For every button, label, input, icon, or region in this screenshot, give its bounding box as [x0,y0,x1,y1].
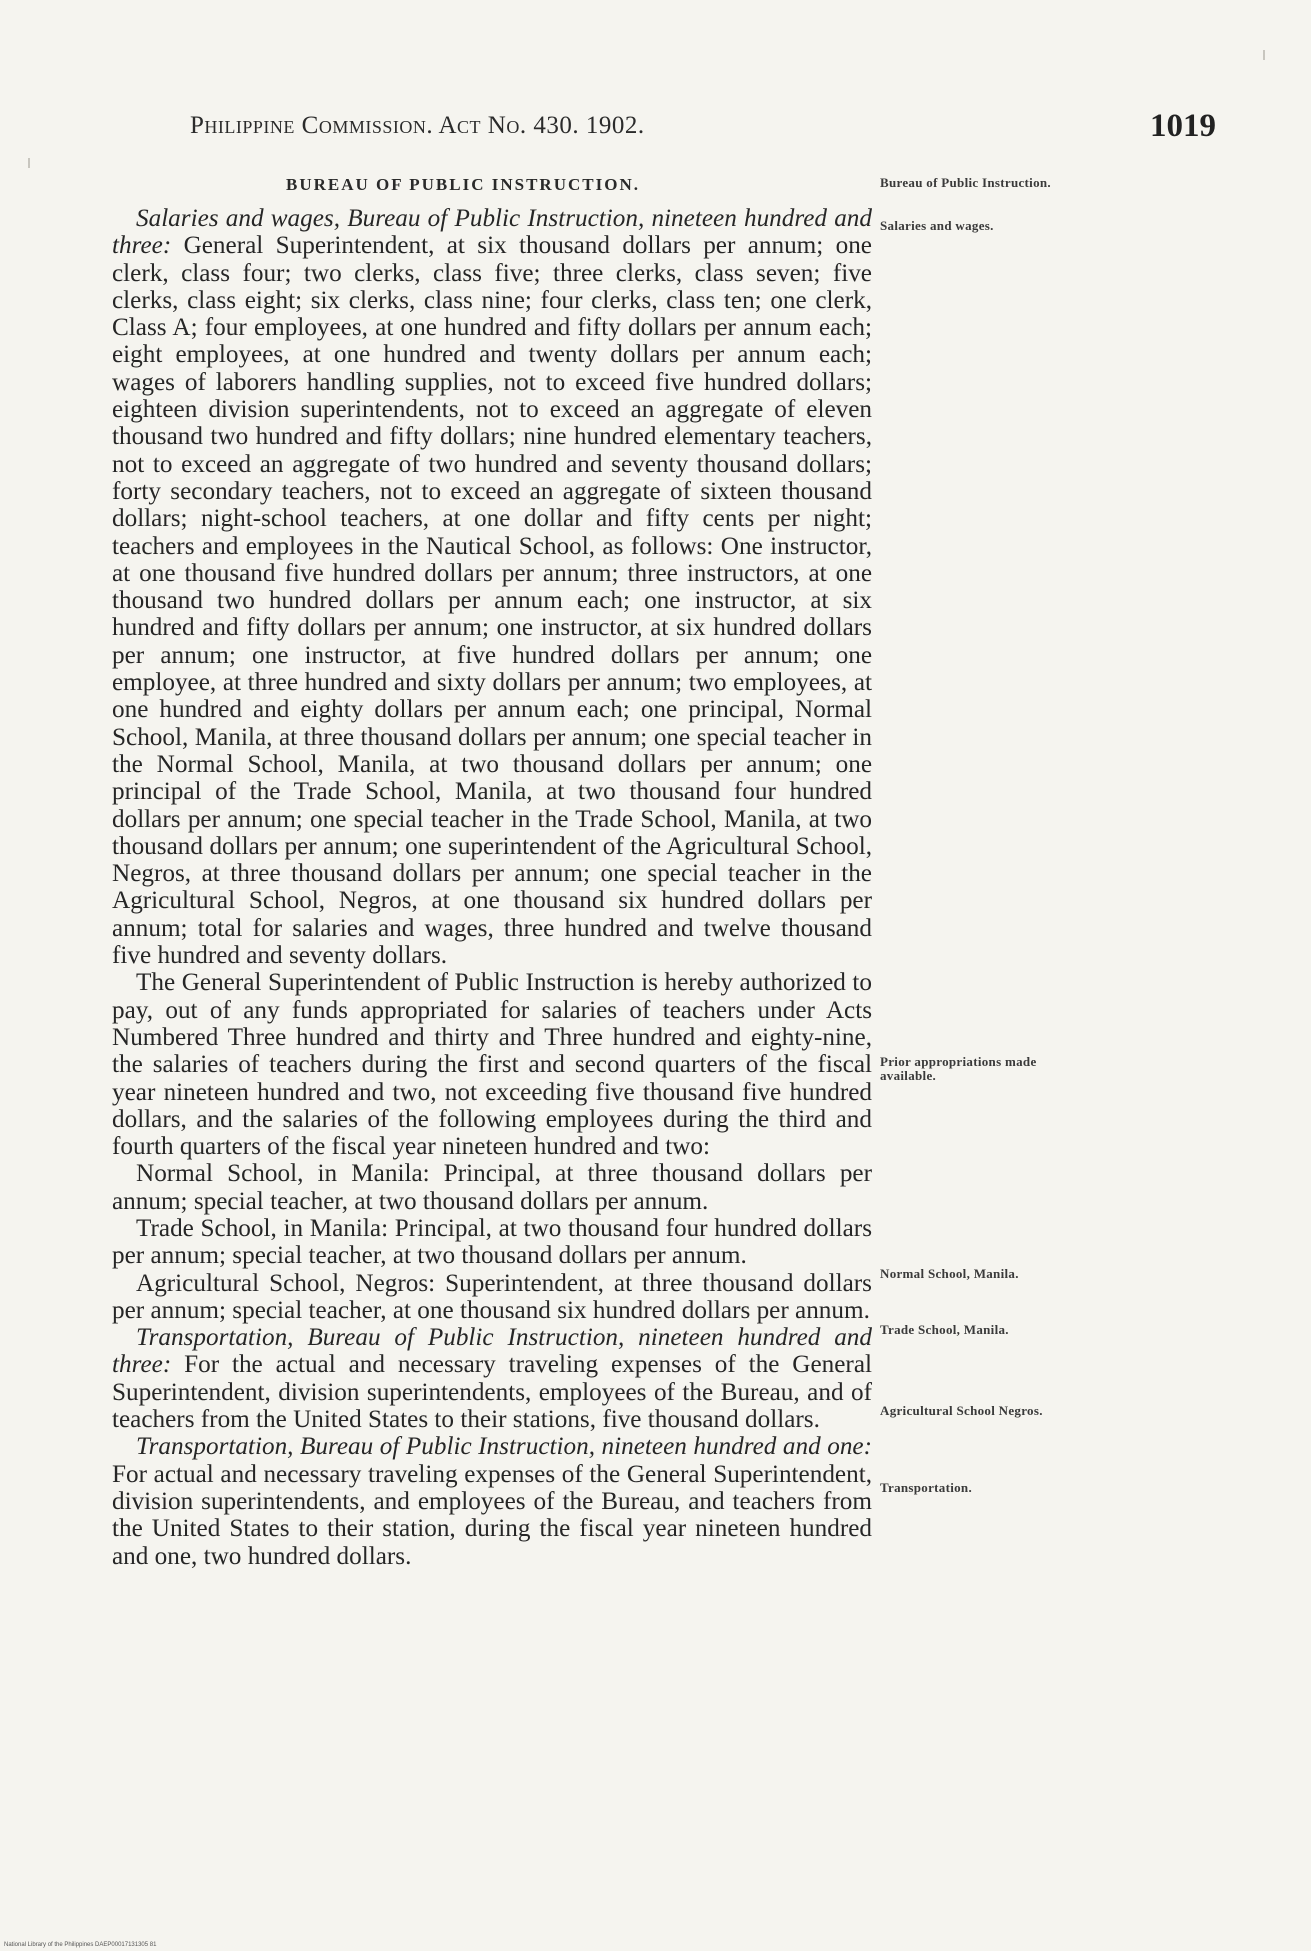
paragraph-text: For the actual and necessary traveling expenses of the General Superintendent, division superintendents, employees of the Bureau, and of teachers from the United States to their stations, five thousand dollars. [112,1351,872,1434]
paragraph-lead: Transportation, Bureau of Public Instruction, nineteen hundred and one: [136,1433,872,1461]
margin-note-bureau: Bureau of Public Instruction. [880,175,1051,190]
margin-note-normal-school: Normal School, Manila. [880,1266,1019,1281]
paragraph-transportation-1903 [112,1324,872,1433]
paragraph-text: Normal School, in Manila: Principal, at three thousand dollars per annum; special teacher, at two thousand dollars per annum. [112,1160,872,1215]
scan-mark [1263,50,1265,60]
paragraph-text: Trade School, in Manila: Principal, at two thousand four hundred dollars per annum; special teacher, at two thousand dollars per annum. [112,1214,872,1270]
margin-note-salaries: Salaries and wages. [880,218,994,233]
paragraph-lead: Salaries and wages, Bureau of Public Instruction, nineteen hundred and three: [112,205,872,260]
running-head-text: Philippine Commission. Act No. 430. 1902. [190,112,645,139]
running-head [190,112,645,140]
paragraph-prior-appropriations [112,969,872,1160]
margin-note-transportation: Transportation. [880,1480,973,1495]
scan-mark [28,158,30,168]
paragraph-normal-school [112,1160,872,1215]
paragraph-transportation-1901 [112,1433,872,1569]
paragraph-salaries [112,205,872,969]
paragraph-lead: Transportation, Bureau of Public Instruction, nineteen hundred and three: [112,1324,872,1379]
margin-note-agricultural-school: Agricultural School Negros. [880,1403,1043,1418]
margin-note-prior-appropriations: Prior appropriations made available. [880,1054,1037,1083]
section-heading: BUREAU OF PUBLIC INSTRUCTION. [286,175,640,194]
paragraph-text: For actual and necessary traveling expenses of the General Superintendent, division superintendents, and employees of the Bureau, and teachers from the United States to their station, during the fiscal year nineteen hundred and one, two hundred dollars. [112,1460,872,1570]
page-number: 1019 [1150,108,1216,144]
margin-note-trade-school: Trade School, Manila. [880,1322,1009,1337]
scan-source-line: National Library of the Philippines DAEP00017131305 81 [4,1942,157,1948]
paragraph-text: The General Superintendent of Public Instruction is hereby authorized to pay, out of any funds appropriated for salaries of teachers under Acts Numbered Three hundred and thirty and Three hundred and eighty-nine, the salaries of teachers during the first and second quarters of the fiscal year nineteen hundred and two, not exceeding five thousand five hundred dollars, and the salaries of the following employees during the third and fourth quarters of the fiscal year nineteen hundred and two: [112,969,872,1161]
body-text [112,205,872,1570]
paragraph-text: Agricultural School, Negros: Superintendent, at three thousand dollars per annum; special teacher, at one thousand six hundred dollars per annum. [112,1269,872,1324]
paragraph-text: General Superintendent, at six thousand dollars per annum; one clerk, class four; two clerks, class five; three clerks, class seven; five clerks, class eight; six clerks, class nine; four clerks, class ten; one clerk, Class A; four employees, at one hundred and fifty dollars per annum each; eight employees, at one hundred and twenty dollars per annum each; wages of laborers handling supplies, not to exceed five hundred dollars; eighteen division superintendents, not to exceed an aggregate of eleven thousand two hundred and fifty dollars; nine hundred elementary teachers, not to exceed an aggregate of two hundred and seventy thousand dollars; forty secondary teachers, not to exceed an aggregate of sixteen thousand dollars; night-school teachers, at one dollar and fifty cents per night; teachers and employees in the Nautical School, as follows: One instructor, at one thousand five hundred dollars per annum; three instructors, at one thousand two hundred dollars per annum each; one instructor, at six hundred and fifty dollars per annum; one instructor, at six hundred dollars per annum; one instructor, at five hundred dollars per annum; one employee, at three hundred and sixty dollars per annum; two employees, at one hundred and eighty dollars per annum each; one principal, Normal School, Manila, at three thousand dollars per annum; one special teacher in the Normal School, Manila, at two thousand dollars per annum; one principal of the Trade School, Manila, at two thousand four hundred dollars per annum; one special teacher in the Trade School, Manila, at two thousand dollars per annum; one superintendent of the Agricultural School, Negros, at three thousand dollars per annum; one special teacher in the Agricultural School, Negros, at one thousand six hundred dollars per annum; total for salaries and wages, three hundred and twelve thousand five hundred and seventy dollars. [112,232,872,970]
paragraph-trade-school [112,1215,872,1270]
paragraph-agricultural-school [112,1270,872,1325]
